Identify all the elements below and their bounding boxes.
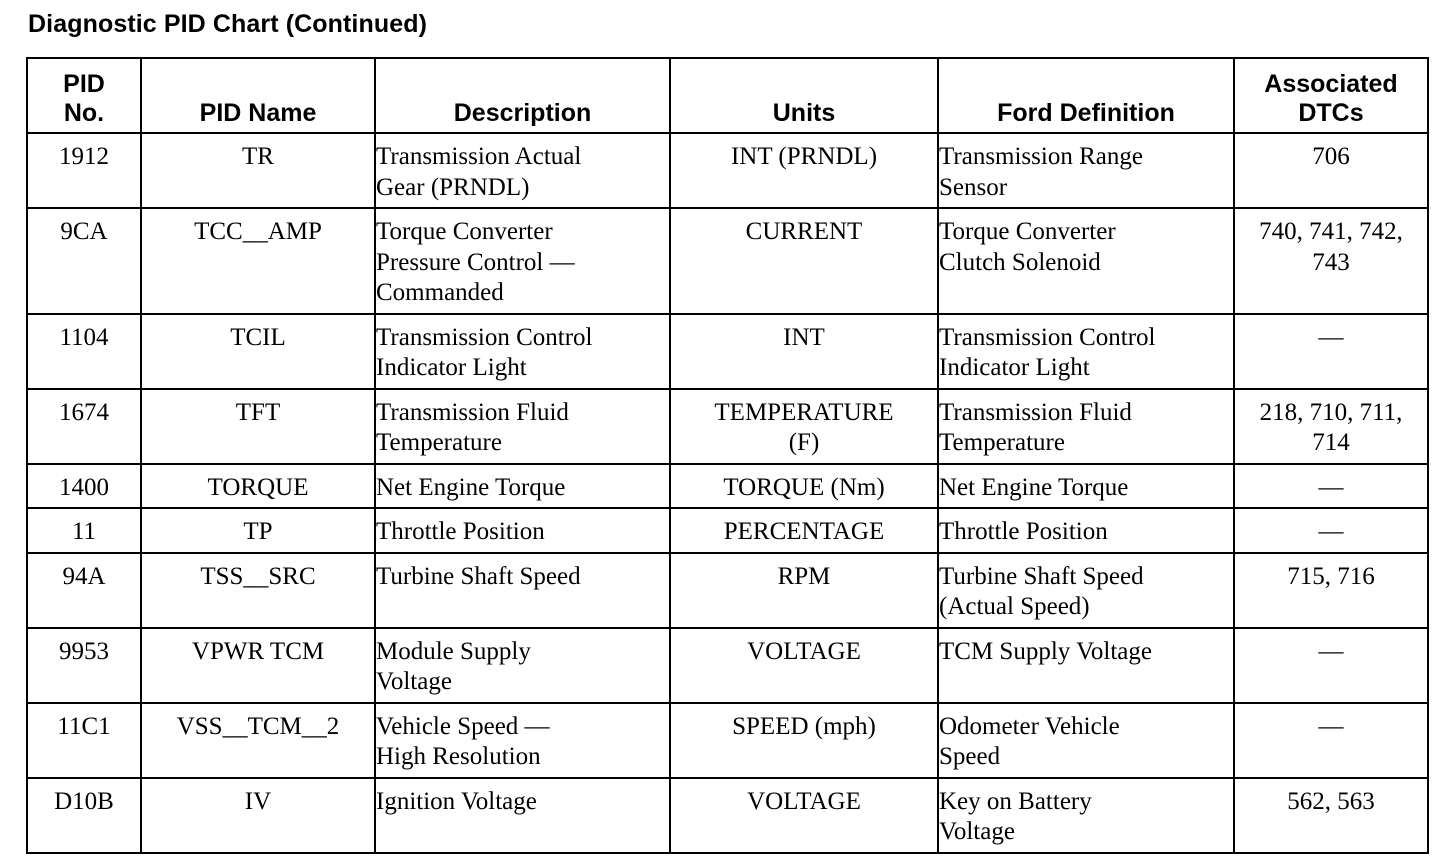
cell-description-text: Transmission Control Indicator Light	[376, 323, 593, 381]
cell-units	[670, 703, 938, 778]
cell-description-text: Transmission Fluid Temperature	[376, 398, 569, 456]
cell-units	[670, 553, 938, 628]
cell-pid-no-text: 1104	[59, 323, 109, 351]
table-row	[27, 208, 1428, 314]
cell-description	[375, 553, 670, 628]
cell-associated-dtcs	[1234, 389, 1428, 464]
cell-pid-name-text: TORQUE	[207, 473, 309, 501]
pid-table	[26, 57, 1429, 854]
cell-ford-definition	[938, 314, 1234, 389]
cell-pid-name	[141, 508, 375, 553]
cell-ford-definition-text: Net Engine Torque	[939, 473, 1129, 501]
table-row	[27, 628, 1428, 703]
table-row	[27, 553, 1428, 628]
cell-ford-definition-text: Torque Converter Clutch Solenoid	[939, 218, 1116, 276]
cell-associated-dtcs-text: 706	[1312, 143, 1350, 170]
cell-associated-dtcs	[1234, 133, 1428, 208]
cell-pid-name	[141, 703, 375, 778]
cell-description	[375, 389, 670, 464]
cell-pid-no	[27, 553, 141, 628]
table-row	[27, 703, 1428, 778]
cell-pid-name	[141, 389, 375, 464]
table-header	[27, 58, 1428, 133]
cell-pid-no	[27, 508, 141, 553]
cell-associated-dtcs-text: —	[1318, 712, 1344, 740]
col-header-pid-name: PID Name	[141, 58, 375, 133]
table-row	[27, 508, 1428, 553]
cell-associated-dtcs-text: —	[1318, 323, 1344, 351]
cell-units-text: PERCENTAGE	[723, 518, 885, 545]
cell-description-text: Vehicle Speed — High Resolution	[376, 712, 550, 770]
cell-pid-no	[27, 208, 141, 314]
cell-ford-definition-text: Transmission Control Indicator Light	[939, 323, 1156, 381]
cell-units-text: SPEED (mph)	[732, 712, 876, 740]
cell-ford-definition	[938, 703, 1234, 778]
cell-ford-definition-text: Transmission Range Sensor	[939, 143, 1143, 201]
cell-pid-name	[141, 464, 375, 509]
cell-pid-name-text: IV	[244, 787, 272, 815]
cell-description-text: Throttle Position	[376, 518, 545, 545]
cell-associated-dtcs	[1234, 314, 1428, 389]
cell-pid-no-text: D10B	[54, 787, 114, 815]
cell-associated-dtcs-text: 740, 741, 742, 743	[1259, 218, 1403, 276]
cell-pid-no-text: 11C1	[57, 712, 111, 740]
cell-pid-no-text: 1674	[59, 398, 109, 426]
cell-description-text: Torque Converter Pressure Control — Commanded	[376, 218, 575, 306]
cell-pid-no	[27, 314, 141, 389]
cell-units-text: RPM	[777, 562, 831, 590]
cell-ford-definition	[938, 553, 1234, 628]
page-title: Diagnostic PID Chart (Continued)	[28, 10, 428, 38]
cell-associated-dtcs-text: 715, 716	[1287, 562, 1375, 590]
cell-units	[670, 133, 938, 208]
cell-ford-definition	[938, 508, 1234, 553]
cell-description	[375, 208, 670, 314]
cell-pid-no-text: 9953	[59, 637, 109, 665]
cell-ford-definition-text: Key on Battery Voltage	[939, 787, 1092, 845]
cell-ford-definition-text: TCM Supply Voltage	[939, 637, 1152, 665]
cell-associated-dtcs	[1234, 508, 1428, 553]
cell-associated-dtcs-text: —	[1318, 637, 1344, 665]
cell-pid-name-text: TP	[243, 518, 273, 545]
cell-pid-name-text: TFT	[235, 398, 281, 426]
header-row	[27, 58, 1428, 133]
cell-pid-name-text: TR	[242, 143, 274, 170]
cell-ford-definition-text: Odometer Vehicle Speed	[939, 712, 1120, 770]
cell-units-text: VOLTAGE	[747, 637, 861, 665]
col-header-ford-definition: Ford Definition	[938, 58, 1234, 133]
cell-pid-no	[27, 703, 141, 778]
table-row	[27, 133, 1428, 208]
cell-units	[670, 389, 938, 464]
cell-units-text: INT	[783, 323, 825, 351]
cell-ford-definition	[938, 464, 1234, 509]
cell-pid-name-text: VSS__TCM__2	[176, 712, 340, 740]
cell-description	[375, 508, 670, 553]
cell-pid-no	[27, 133, 141, 208]
cell-associated-dtcs-text: 562, 563	[1287, 787, 1375, 815]
cell-pid-no-text: 1400	[59, 473, 109, 501]
cell-pid-no	[27, 389, 141, 464]
cell-associated-dtcs-text: —	[1318, 518, 1344, 545]
cell-pid-no-text: 94A	[62, 562, 106, 590]
cell-pid-name	[141, 314, 375, 389]
cell-units-text: INT (PRNDL)	[730, 143, 878, 170]
cell-description	[375, 778, 670, 853]
cell-ford-definition	[938, 389, 1234, 464]
cell-associated-dtcs	[1234, 628, 1428, 703]
cell-ford-definition	[938, 208, 1234, 314]
cell-pid-no	[27, 778, 141, 853]
cell-units	[670, 628, 938, 703]
cell-associated-dtcs	[1234, 703, 1428, 778]
cell-description-text: Turbine Shaft Speed	[376, 562, 581, 590]
cell-units-text: VOLTAGE	[747, 787, 861, 815]
cell-pid-name	[141, 133, 375, 208]
table-row	[27, 464, 1428, 509]
cell-pid-name-text: VPWR TCM	[191, 637, 325, 665]
cell-description	[375, 628, 670, 703]
col-header-pid-no: PID No.	[27, 58, 141, 133]
cell-pid-no-text: 11	[71, 518, 97, 545]
cell-units	[670, 314, 938, 389]
col-header-description: Description	[375, 58, 670, 133]
cell-description-text: Module Supply Voltage	[376, 637, 531, 695]
cell-units-text: TEMPERATURE (F)	[714, 398, 894, 456]
col-header-units: Units	[670, 58, 938, 133]
cell-ford-definition-text: Throttle Position	[939, 518, 1108, 545]
cell-description	[375, 464, 670, 509]
cell-ford-definition	[938, 778, 1234, 853]
table-body	[27, 133, 1428, 853]
cell-associated-dtcs-text: —	[1318, 473, 1344, 501]
cell-pid-no-text: 1912	[59, 143, 109, 170]
cell-ford-definition-text: Turbine Shaft Speed (Actual Speed)	[939, 562, 1144, 620]
cell-pid-name-text: TCIL	[230, 323, 286, 351]
table-row	[27, 389, 1428, 464]
cell-description	[375, 314, 670, 389]
cell-units-text: TORQUE (Nm)	[723, 473, 885, 501]
cell-units	[670, 208, 938, 314]
cell-ford-definition	[938, 628, 1234, 703]
cell-description-text: Net Engine Torque	[376, 473, 566, 501]
table-row	[27, 778, 1428, 853]
cell-associated-dtcs	[1234, 778, 1428, 853]
col-header-associated-dtcs: Associated DTCs	[1234, 58, 1428, 133]
cell-pid-no	[27, 628, 141, 703]
cell-units	[670, 778, 938, 853]
cell-description	[375, 133, 670, 208]
cell-pid-name-text: TCC__AMP	[194, 218, 322, 245]
cell-pid-name	[141, 628, 375, 703]
cell-pid-no	[27, 464, 141, 509]
cell-associated-dtcs-text: 218, 710, 711, 714	[1259, 398, 1403, 456]
cell-units-text: CURRENT	[745, 218, 863, 245]
cell-description-text: Ignition Voltage	[376, 787, 537, 815]
cell-associated-dtcs	[1234, 553, 1428, 628]
cell-pid-name-text: TSS__SRC	[200, 562, 316, 590]
cell-units	[670, 464, 938, 509]
cell-description	[375, 703, 670, 778]
cell-pid-name	[141, 208, 375, 314]
cell-ford-definition	[938, 133, 1234, 208]
cell-associated-dtcs	[1234, 208, 1428, 314]
cell-units	[670, 508, 938, 553]
table-row	[27, 314, 1428, 389]
cell-description-text: Transmission Actual Gear (PRNDL)	[376, 143, 582, 201]
cell-ford-definition-text: Transmission Fluid Temperature	[939, 398, 1132, 456]
cell-pid-name	[141, 553, 375, 628]
cell-associated-dtcs	[1234, 464, 1428, 509]
cell-pid-no-text: 9CA	[60, 218, 108, 245]
cell-pid-name	[141, 778, 375, 853]
